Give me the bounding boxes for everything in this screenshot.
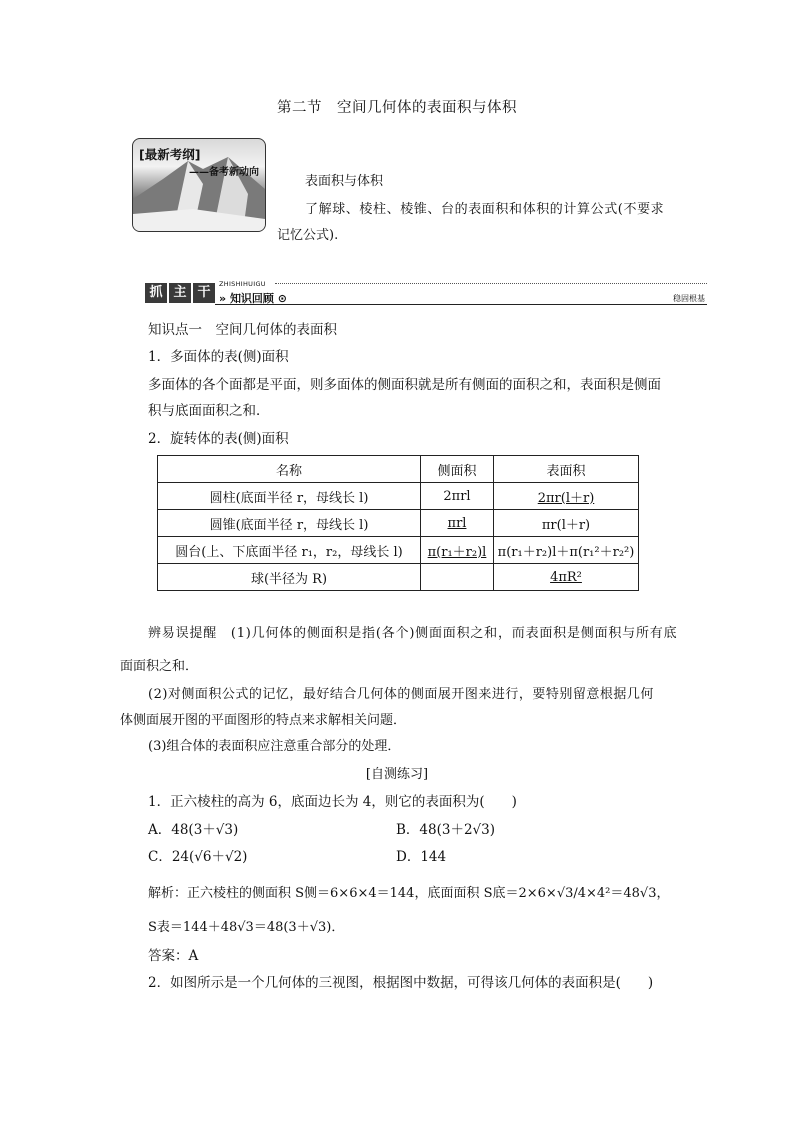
kp1-item1: 1．多面体的表(侧)面积 xyxy=(148,349,289,365)
table-row xyxy=(158,483,639,510)
syllabus-text-1: 了解球、棱柱、棱锥、台的表面积和体积的计算公式(不要求 xyxy=(305,202,665,217)
table-header-row xyxy=(158,456,639,483)
table-cell: πrl xyxy=(421,510,494,537)
syllabus-banner xyxy=(132,138,266,232)
page-title: 第二节 空间几何体的表面积与体积 xyxy=(277,100,517,116)
q1-solution-1: 解析：正六棱柱的侧面积 S侧＝6×6×4＝144，底面面积 S底＝2×6×√3/4×4²＝48√3， xyxy=(148,886,670,901)
table-cell: 4πR² xyxy=(494,564,639,591)
reminder-p3: (3)组合体的表面积应注意重合部分的处理． xyxy=(148,739,401,754)
table-cell: 2πr(l＋r) xyxy=(494,483,639,510)
reminder-label: 辨易误提醒 xyxy=(148,626,218,641)
practice-heading: [自测练习] xyxy=(365,767,429,782)
section-header xyxy=(145,281,707,305)
section-label: » 知识回顾 ⊙ xyxy=(219,292,287,305)
reminder-p1a: 辨易误提醒 (1)几何体的侧面积是指(各个)侧面面积之和，而表面积是侧面积与所有底 xyxy=(148,626,678,641)
reminder-p2a: (2)对侧面积公式的记忆，最好结合几何体的侧面展开图来进行，要特别留意根据几何 xyxy=(148,687,654,702)
banner-title: [最新考纲] xyxy=(139,147,201,162)
table-header: 表面积 xyxy=(494,456,639,483)
q1-answer: 答案：A xyxy=(148,948,199,964)
table-cell: 2πrl xyxy=(421,483,494,510)
reminder-p1b: 面面积之和． xyxy=(120,659,199,674)
surface-area-table xyxy=(157,455,639,591)
kp1-item1-text1: 多面体的各个面都是平面，则多面体的侧面积就是所有侧面的面积之和，表面积是侧面 xyxy=(148,377,661,393)
question-2: 2．如图所示是一个几何体的三视图，根据图中数据，可得该几何体的表面积是( ) xyxy=(148,975,654,991)
section-tag: 抓 主 干 xyxy=(145,283,217,303)
table-cell: 圆锥(底面半径 r，母线长 l) xyxy=(158,510,421,537)
kp1-title: 知识点一 空间几何体的表面积 xyxy=(148,322,337,338)
syllabus-heading: 表面积与体积 xyxy=(305,174,384,189)
question-1: 1．正六棱柱的高为 6，底面边长为 4，则它的表面积为( ) xyxy=(148,794,517,810)
kp1-item1-text2: 积与底面面积之和． xyxy=(148,403,270,419)
q1-solution-2: S表＝144＋48√3＝48(3＋√3)． xyxy=(148,920,345,935)
table-header: 名称 xyxy=(158,456,421,483)
table-header: 侧面积 xyxy=(421,456,494,483)
q1-option-c: C．24(√6＋√2) xyxy=(148,849,248,865)
table-cell: πr(l＋r) xyxy=(494,510,639,537)
table-cell: 球(半径为 R) xyxy=(158,564,421,591)
table-row xyxy=(158,564,639,591)
table-cell: 圆柱(底面半径 r，母线长 l) xyxy=(158,483,421,510)
table-cell: 圆台(上、下底面半径 r₁，r₂，母线长 l) xyxy=(158,537,421,564)
q1-option-a: A．48(3＋√3) xyxy=(148,822,239,838)
table-cell: π(r₁＋r₂)l xyxy=(421,537,494,564)
table-cell xyxy=(421,564,494,591)
table-row xyxy=(158,537,639,564)
table-row xyxy=(158,510,639,537)
q1-option-d: D．144 xyxy=(396,849,447,865)
banner-subtitle: ——备考新动向 xyxy=(189,167,259,178)
section-right-label: 稳固根基 xyxy=(673,294,705,303)
reminder-p2b: 体侧面展开图的平面图形的特点来求解相关问题． xyxy=(120,713,407,728)
kp1-item2: 2．旋转体的表(侧)面积 xyxy=(148,431,289,447)
section-pinyin: ZHISHIHUIGU xyxy=(219,280,266,288)
table-cell: π(r₁＋r₂)l＋π(r₁²＋r₂²) xyxy=(494,537,639,564)
q1-option-b: B．48(3＋2√3) xyxy=(396,822,496,838)
play-icon: ⊙ xyxy=(277,292,287,305)
syllabus-text-2: 记忆公式). xyxy=(277,228,339,243)
